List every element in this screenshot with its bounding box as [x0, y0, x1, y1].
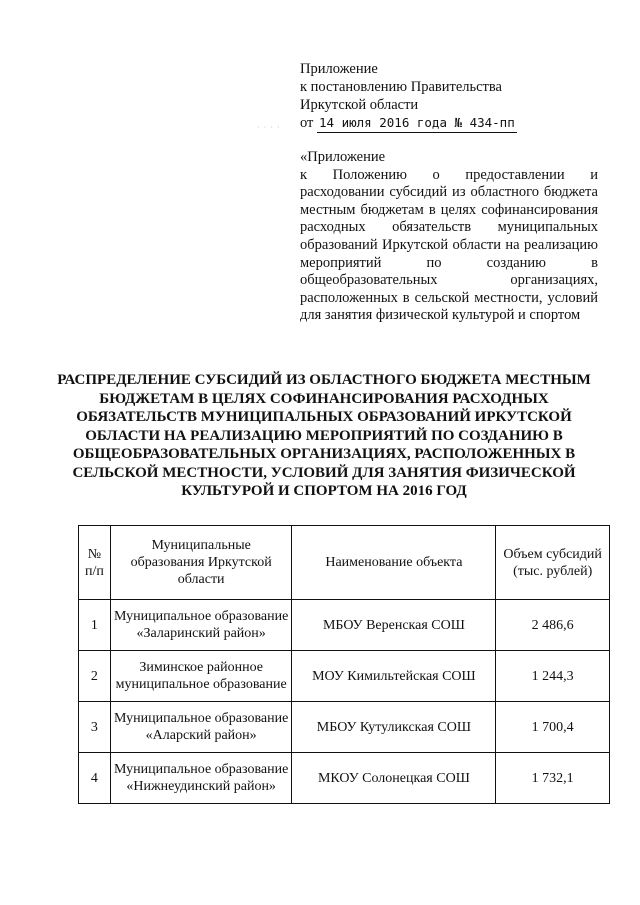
- table-header-row: [79, 526, 610, 600]
- attachment-date: 14 июля 2016 года: [319, 115, 447, 130]
- row-amount: 2 486,6: [496, 600, 610, 651]
- row-municipality: Муниципальное образование «Нижнеудинский район»: [110, 753, 292, 804]
- header-municipality: Муниципальные образования Иркутской области: [110, 526, 292, 600]
- header-number: № п/п: [79, 526, 111, 600]
- header-amount: Объем субсидий (тыс. рублей): [496, 526, 610, 600]
- row-object: МОУ Кимильтейская СОШ: [292, 651, 496, 702]
- attachment-resolution: к постановлению Правительства: [300, 79, 502, 95]
- row-number: 2: [79, 651, 111, 702]
- row-amount: 1 244,3: [496, 651, 610, 702]
- row-amount: 1 700,4: [496, 702, 610, 753]
- attachment-number: 434-пп: [469, 115, 515, 130]
- from-prefix: от: [300, 115, 314, 131]
- row-municipality: Зиминское районное муниципальное образование: [110, 651, 292, 702]
- table-row: [79, 600, 610, 651]
- faint-mark: · · · ·: [257, 123, 281, 132]
- row-amount: 1 732,1: [496, 753, 610, 804]
- row-object: МБОУ Кутуликская СОШ: [292, 702, 496, 753]
- attachment-region: Иркутской области: [300, 97, 419, 113]
- document-heading: РАСПРЕДЕЛЕНИЕ СУБСИДИЙ ИЗ ОБЛАСТНОГО БЮДЖЕТА МЕСТНЫМ БЮДЖЕТАМ В ЦЕЛЯХ СОФИНАНСИРОВАНИЯ РАСХОДНЫХ ОБЯЗАТЕЛЬСТВ МУНИЦИПАЛЬНЫХ ОБРАЗОВАНИЙ ИРКУТСКОЙ ОБЛАСТИ НА РЕАЛИЗАЦИЮ МЕРОПРИЯТИЙ ПО СОЗДАНИЮ В ОБЩЕОБРАЗОВАТЕЛЬНЫХ ОРГАНИЗАЦИЯХ, РАСПОЛОЖЕННЫХ В СЕЛЬСКОЙ МЕСТНОСТИ, УСЛОВИЙ ДЛЯ ЗАНЯТИЯ ФИЗИЧЕСКОЙ КУЛЬТУРОЙ И СПОРТОМ НА 2016 ГОД: [57, 372, 591, 499]
- header-object: Наименование объекта: [292, 526, 496, 600]
- row-number: 3: [79, 702, 111, 753]
- number-sign: №: [454, 115, 463, 130]
- inner-attachment-title: «Приложение: [300, 149, 386, 165]
- inner-attachment-text: к Положению о предоставлении и расходовании субсидий из областного бюджета местным бюджетам в целях софинансирования расходных обязательств муниципальных образований Иркутской области на реализацию мероприятий по созданию в общеобразовательных организациях, расположенных в сельской местности, условий для занятия физической культурой и спортом: [300, 166, 598, 324]
- row-municipality: Муниципальное образование «Заларинский район»: [110, 600, 292, 651]
- attachment-date-number: [317, 114, 517, 133]
- attachment-title: Приложение: [300, 61, 378, 77]
- table-row: [79, 651, 610, 702]
- inner-attachment: [300, 149, 598, 325]
- row-number: 4: [79, 753, 111, 804]
- subsidy-table: [78, 525, 610, 804]
- table-row: [79, 753, 610, 804]
- row-object: МБОУ Веренская СОШ: [292, 600, 496, 651]
- row-number: 1: [79, 600, 111, 651]
- table-row: [79, 702, 610, 753]
- attachment-date-line: [300, 114, 600, 133]
- attachment-block: [300, 60, 600, 133]
- row-municipality: Муниципальное образование «Аларский район»: [110, 702, 292, 753]
- row-object: МКОУ Солонецкая СОШ: [292, 753, 496, 804]
